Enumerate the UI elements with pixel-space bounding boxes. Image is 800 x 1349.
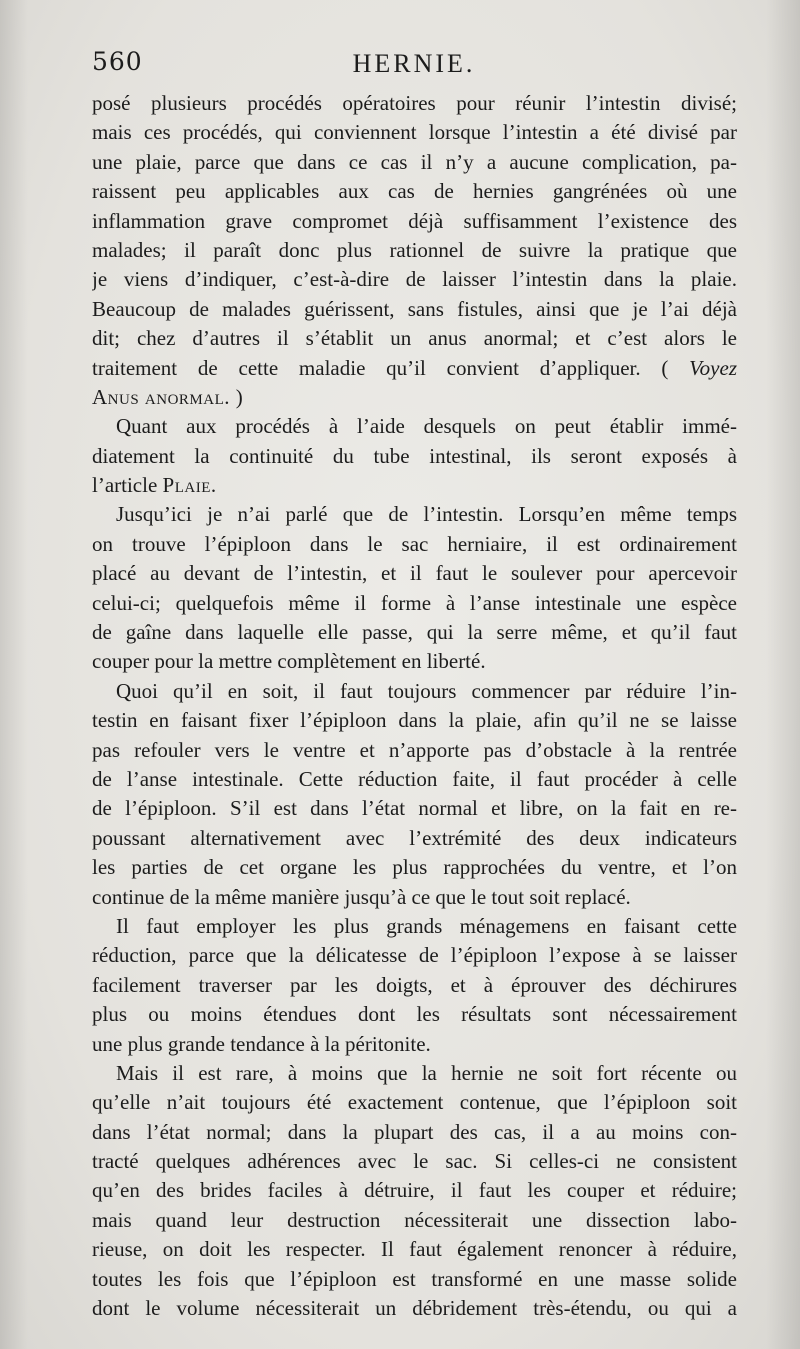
text-line: toutes les fois que l’épiploon est transformé en une masse solide — [92, 1266, 737, 1291]
text-line: Beaucoup de malades guérissent, sans fistules, ainsi que je l’ai déjà — [92, 296, 737, 321]
text-line: inflammation grave compromet déjà suffisamment l’existence des — [92, 208, 737, 233]
text-line: posé plusieurs procédés opératoires pour réunir l’intestin divisé; — [92, 91, 737, 115]
text-line: les parties de cet organe les plus rapprochées du ventre, et l’on — [92, 855, 737, 880]
text-line: tracté quelques adhérences avec le sac. Si celles-ci ne consistent — [92, 1149, 737, 1174]
text-line: diatement la continuité du tube intestinal, ils seront exposés à — [92, 443, 737, 468]
text-line: dont le volume nécessiterait un débridement très-étendu, ou qui a — [92, 1296, 737, 1321]
text-line — [92, 471, 737, 500]
text-line: on trouve l’épiploon dans le sac herniaire, il est ordinairement — [92, 531, 737, 556]
body-text — [92, 89, 737, 1323]
cross-reference: Voyez — [689, 355, 737, 380]
text-line: une plaie, parce que dans ce cas il n’y a aucune complication, pa- — [92, 149, 737, 174]
text-line: raissent peu applicables aux cas de hernies gangrénées où une — [92, 179, 737, 204]
text-line: dans l’état normal; dans la plupart des cas, il a au moins con- — [92, 1119, 737, 1144]
text-line: de l’anse intestinale. Cette réduction faite, il faut procéder à celle — [92, 766, 737, 791]
text-line: facilement traverser par les doigts, et à éprouver des déchirures — [92, 972, 737, 997]
text-line: Quant aux procédés à l’aide desquels on peut établir immé- — [116, 414, 737, 439]
text-line: Il faut employer les plus grands ménagemens en faisant cette — [116, 913, 737, 938]
text-line: mais quand leur destruction nécessiterait une dissection labo- — [92, 1207, 737, 1232]
page-gutter-shadow — [0, 0, 28, 1349]
article-reference: Plaie. — [162, 473, 217, 498]
text-line: qu’en des brides faciles à détruire, il faut les couper et réduire; — [92, 1178, 737, 1203]
text-line: réduction, parce que la délicatesse de l’épiploon l’expose à se laisser — [92, 943, 737, 968]
page-edge-shadow — [766, 0, 800, 1349]
text-line: qu’elle n’ait toujours été exactement contenue, que l’épiploon soit — [92, 1090, 737, 1115]
text-line: de gaîne dans laquelle elle passe, qui la serre même, et qu’il faut — [92, 620, 737, 645]
text-line: Mais il est rare, à moins que la hernie ne soit fort récente ou — [116, 1060, 737, 1085]
text-line: je viens d’indiquer, c’est-à-dire de laisser l’intestin dans la plaie. — [92, 267, 737, 292]
text-line: dit; chez d’autres il s’établit un anus anormal; et c’est alors le — [92, 326, 737, 351]
text-line: Jusqu’ici je n’ai parlé que de l’intestin. Lorsqu’en même temps — [116, 502, 737, 527]
text-line: plus ou moins étendues dont les résultats sont nécessairement — [92, 1002, 737, 1027]
text-line: de l’épiploon. S’il est dans l’état normal et libre, on la fait en re- — [92, 796, 737, 821]
text-line: mais ces procédés, qui conviennent lorsque l’intestin a été divisé par — [92, 120, 737, 145]
text-line: poussant alternativement avec l’extrémité des deux indicateurs — [92, 825, 737, 850]
page-number: 560 — [92, 47, 143, 76]
text-line: rieuse, on doit les respecter. Il faut également renoncer à réduire, — [92, 1237, 737, 1262]
text-line: pas refouler vers le ventre et n’apporte pas d’obstacle à la rentrée — [92, 737, 737, 762]
text-line: Quoi qu’il en soit, il faut toujours commencer par réduire l’in- — [116, 678, 737, 703]
text-line — [92, 354, 737, 383]
running-head — [92, 47, 736, 87]
text-segment: l’article — [92, 473, 163, 498]
text-line: couper pour la mettre complètement en liberté. — [92, 649, 486, 674]
text-segment: traitement de cette maladie qu’il convient d’appliquer. ( — [92, 355, 690, 380]
text-line: malades; il paraît donc plus rationnel de suivre la pratique que — [92, 237, 737, 262]
text-line: celui-ci; quelquefois même il forme à l’anse intestinale une espèce — [92, 590, 737, 615]
text-line: placé au devant de l’intestin, et il faut le soulever pour apercevoir — [92, 561, 737, 586]
text-line: continue de la même manière jusqu’à ce que le tout soit replacé. — [92, 884, 631, 909]
text-line: Anus anormal. ) — [92, 384, 244, 409]
running-title: HERNIE. — [352, 49, 476, 78]
text-line: une plus grande tendance à la péritonite. — [92, 1031, 431, 1056]
text-line: testin en faisant fixer l’épiploon dans la plaie, afin qu’il ne se laisse — [92, 708, 737, 733]
